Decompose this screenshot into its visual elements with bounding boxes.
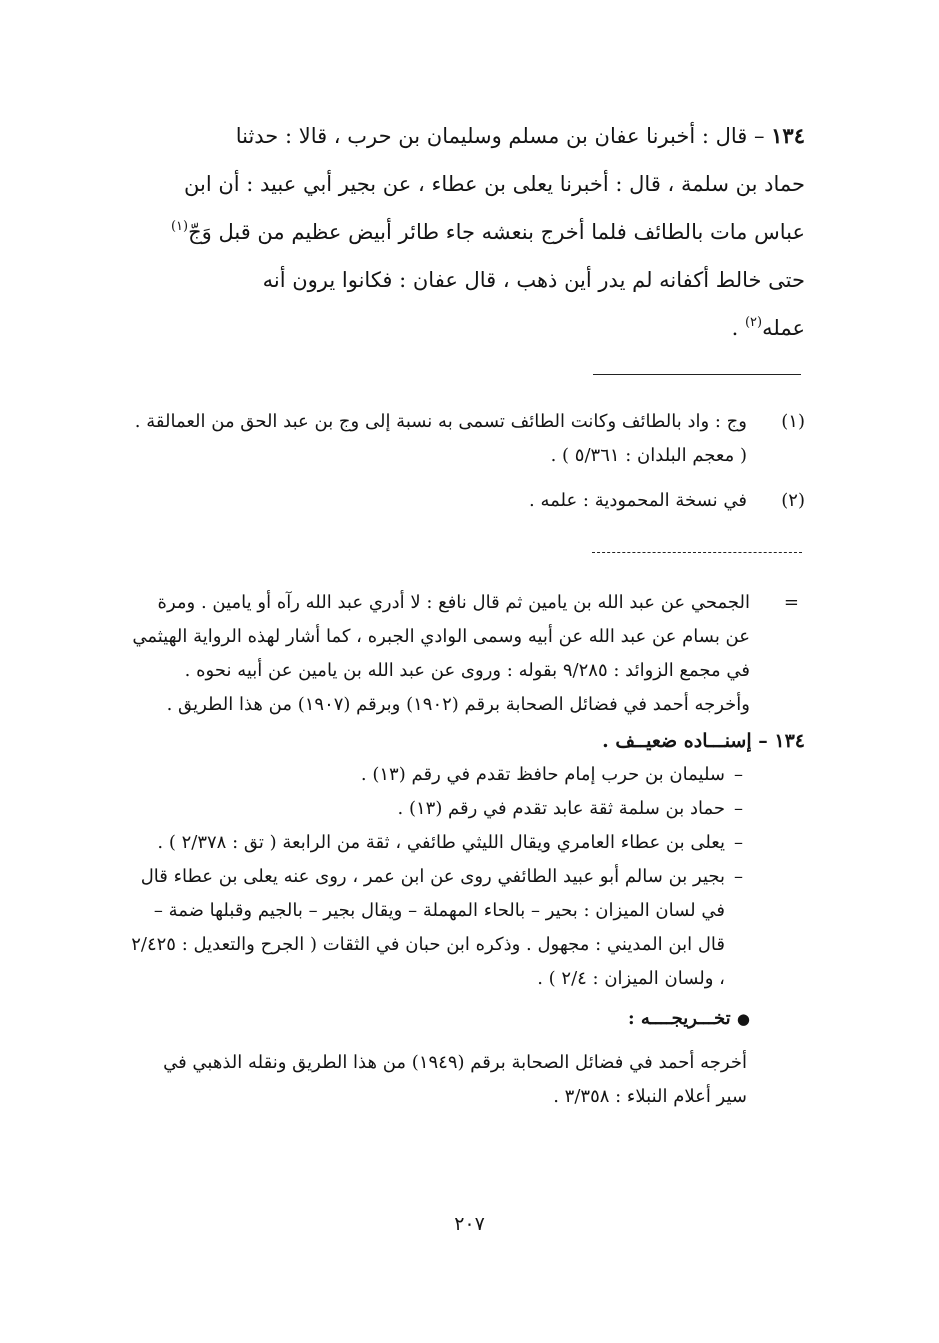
isnad-heading: ١٣٤ – إسنـــاده ضعيــف . (602, 730, 805, 752)
footnote-text: في نسخة المحمودية : علمه . (529, 490, 747, 511)
narrator-item: – سليمان بن حرب إمام حافظ تقدم في رقم (١٣) . (128, 758, 805, 792)
footnote-ref-2: (٢) (744, 315, 763, 330)
isnad-number: ١٣٤ (774, 730, 805, 752)
footnote-ref-1: (١) (170, 219, 189, 234)
bullet-dash: – (734, 832, 743, 853)
narrator-item: – بجير بن سالم أبو عبيد الطائفي روى عن ابن عمر ، روى عنه يعلى بن عطاء قال في لسان الميزان : بحير – بالحاء المهملة – ويقال بجير – بالجيم وقبلها ضمة – قال ابن المديني : مجهول . وذكره ابن حبان في الثقات ( الجرح والتعديل : ٢/٤٢٥ ، ولسان الميزان : ٢/٤ ) . (128, 860, 805, 996)
continuation-text: الجمحي عن عبد الله بن يامين ثم قال نافع : لا أدري عبد الله رآه أو يامين . ومرة عن بسام عن عبد الله عن أبيه وسمى الوادي الجبره ، كما أشار لهذه الرواية الهيثمي في مجمع الزوائد : ٩/٢٨٥ بقوله : وروى عن عبد الله بن يامين عن أبيه نحوه . وأخرجه أحمد في فضائل الصحابة برقم (١٩٠٢) وبرقم (١٩٠٧) من هذا الطريق . (132, 592, 750, 715)
continuation-mark: = (783, 592, 799, 613)
takhrij-text: أخرجه أحمد في فضائل الصحابة برقم (١٩٤٩) من هذا الطريق ونقله الذهبي في سير أعلام النبلاء : ٣/٣٥٨ . (163, 1052, 747, 1107)
footnote-marker: (١) (781, 411, 805, 432)
footnote-separator (593, 374, 801, 375)
hadith-line-4: حتى خالط أكفانه لم يدر أين ذهب ، قال عفان : فكانوا يرون أنه (262, 268, 805, 292)
bullet-dash: – (734, 764, 743, 785)
hadith-text (130, 112, 805, 352)
bullet-dash: – (734, 866, 743, 887)
footnote-2 (130, 484, 805, 518)
narrator-item: – يعلى بن عطاء العامري ويقال الليثي طائفي ، ثقة من الرابعة ( تق : ٢/٣٧٨ ) . (128, 826, 805, 860)
footnote-marker: (٢) (781, 490, 805, 511)
page-number: ٢٠٧ (454, 1213, 485, 1235)
takhrij-heading: ● تخـــريجــــه : (627, 1008, 750, 1029)
commentary (128, 586, 805, 1114)
footnote-text: وج : واد بالطائف وكانت الطائف تسمى به نسبة إلى وج بن عبد الحق من العمالقة . ( معجم البلدان : ٥/٣٦١ ) . (134, 411, 747, 466)
hadith-line-1: ١٣٤ – قال : أخبرنا عفان بن مسلم وسليمان بن حرب ، قالا : حدثنا (235, 123, 805, 148)
bullet-dot-icon: ● (736, 1010, 750, 1028)
hadith-number: ١٣٤ (771, 123, 805, 148)
footnote-1 (130, 405, 805, 473)
continuation-paragraph (128, 586, 805, 722)
hadith-line-5: عمله$^{(٢)}$ . (731, 315, 805, 340)
bullet-dash: – (734, 798, 743, 819)
hadith-line-3: عباس مات بالطائف فلما أخرج بنعشه جاء طائر أبيض عظيم من قبل وَجّ$^{(١)}$ (170, 219, 805, 244)
hadith-line-2: حماد بن سلمة ، قال : أخبرنا يعلى بن عطاء ، عن بجير أبي عبيد : أن ابن (184, 172, 805, 196)
commentary-separator (592, 552, 802, 553)
narrator-item: – حماد بن سلمة ثقة عابد تقدم في رقم (١٣) . (128, 792, 805, 826)
